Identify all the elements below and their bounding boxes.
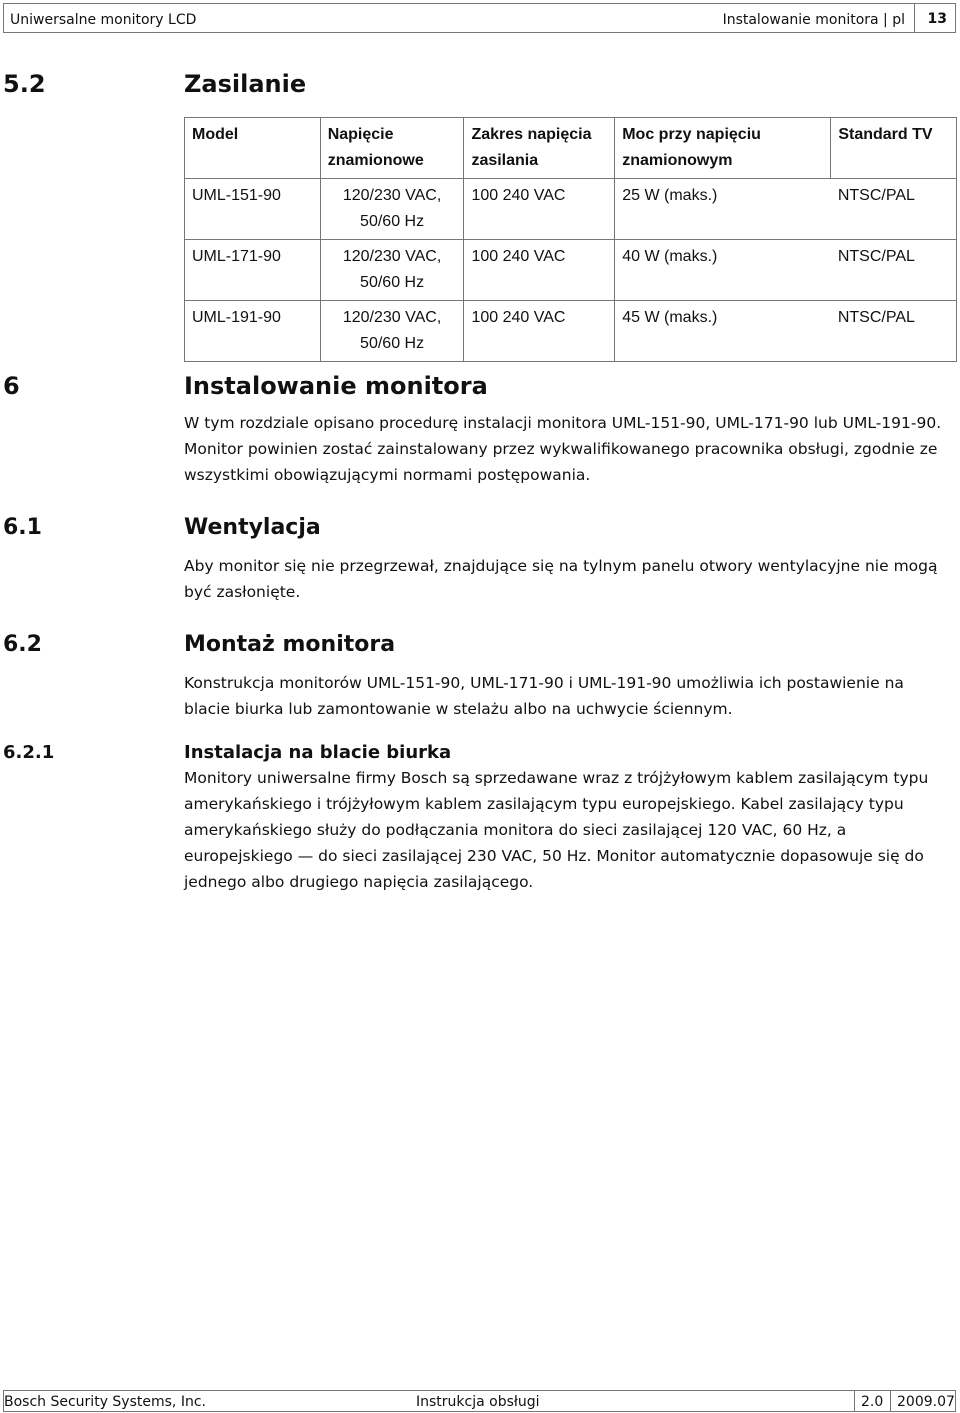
column-header: Zakres napięcia zasilania: [464, 118, 615, 179]
cell-model: UML-171-90: [185, 240, 321, 301]
header-chapter: Instalowanie monitora | pl: [722, 12, 905, 28]
cell-power: 45 W (maks.): [615, 301, 831, 362]
footer-company: Bosch Security Systems, Inc.: [4, 1394, 206, 1410]
section-title: Montaż monitora: [184, 632, 396, 657]
footer-version: 2.0: [861, 1394, 884, 1410]
cell-power: 25 W (maks.): [615, 179, 831, 240]
cell-rated-voltage: 120/230 VAC, 50/60 Hz: [320, 179, 464, 240]
chapter-title: Instalowanie monitora: [184, 372, 488, 400]
column-header: Standard TV: [831, 118, 957, 179]
cell-rated-voltage: 120/230 VAC, 50/60 Hz: [320, 301, 464, 362]
ventilation-paragraph: Aby monitor się nie przegrzewał, znajdujące się na tylnym panelu otwory wentylacyjne nie mogą być zasłonięte.: [184, 557, 938, 601]
table-row: [185, 179, 957, 240]
column-header: Model: [185, 118, 321, 179]
cell-voltage-range: 100 240 VAC: [464, 301, 615, 362]
table-row: [185, 301, 957, 362]
section-number: 5.2: [3, 70, 46, 98]
page-header: [3, 3, 956, 33]
footer-divider: [890, 1391, 891, 1411]
cell-model: UML-151-90: [185, 179, 321, 240]
cell-model: UML-191-90: [185, 301, 321, 362]
cell-rated-voltage: 120/230 VAC, 50/60 Hz: [320, 240, 464, 301]
subsection-number: 6.2.1: [3, 742, 55, 763]
footer-date: 2009.07: [897, 1394, 955, 1410]
subsection-title: Instalacja na blacie biurka: [184, 742, 452, 763]
table-row: [185, 240, 957, 301]
section-title: Zasilanie: [184, 70, 307, 98]
header-divider: [914, 4, 915, 32]
cell-voltage-range: 100 240 VAC: [464, 179, 615, 240]
section-title: Wentylacja: [184, 515, 321, 540]
header-document-title: Uniwersalne monitory LCD: [10, 12, 197, 28]
section-number: 6.1: [3, 515, 42, 540]
table-header-row: [185, 118, 957, 179]
footer-document-type: Instrukcja obsługi: [416, 1394, 540, 1410]
footer-divider: [854, 1391, 855, 1411]
column-header: Napięcie znamionowe: [320, 118, 464, 179]
cell-tv-standard: NTSC/PAL: [831, 240, 957, 301]
page-number: 13: [927, 11, 947, 27]
column-header: Moc przy napięciu znamionowym: [615, 118, 831, 179]
mounting-paragraph: Konstrukcja monitorów UML-151-90, UML-171-90 i UML-191-90 umożliwia ich postawienie na blacie biurka lub zamontowanie w stelażu albo na uchwycie ściennym.: [184, 674, 904, 718]
chapter-intro-paragraph: W tym rozdziale opisano procedurę instalacji monitora UML-151-90, UML-171-90 lub UML-191-90. Monitor powinien zostać zainstalowany przez wykwalifikowanego pracownika obsługi, zgodnie ze wszystkimi obowiązującymi normami postępowania.: [184, 414, 942, 484]
chapter-number: 6: [3, 372, 20, 400]
desk-install-paragraph: Monitory uniwersalne firmy Bosch są sprzedawane wraz z trójżyłowym kablem zasilającym typu amerykańskiego i trójżyłowym kablem zasilającym typu europejskiego. Kabel zasilający typu amerykańskiego służy do podłączania monitora do sieci zasilającej 120 VAC, 60 Hz, a europejskiego — do sieci zasilającej 230 VAC, 50 Hz. Monitor automatycznie dopasowuje się do jednego albo drugiego napięcia zasilającego.: [184, 769, 929, 891]
section-number: 6.2: [3, 632, 42, 657]
cell-tv-standard: NTSC/PAL: [831, 301, 957, 362]
cell-tv-standard: NTSC/PAL: [831, 179, 957, 240]
cell-power: 40 W (maks.): [615, 240, 831, 301]
power-spec-table: [184, 117, 957, 362]
cell-voltage-range: 100 240 VAC: [464, 240, 615, 301]
page-footer: [3, 1390, 956, 1412]
